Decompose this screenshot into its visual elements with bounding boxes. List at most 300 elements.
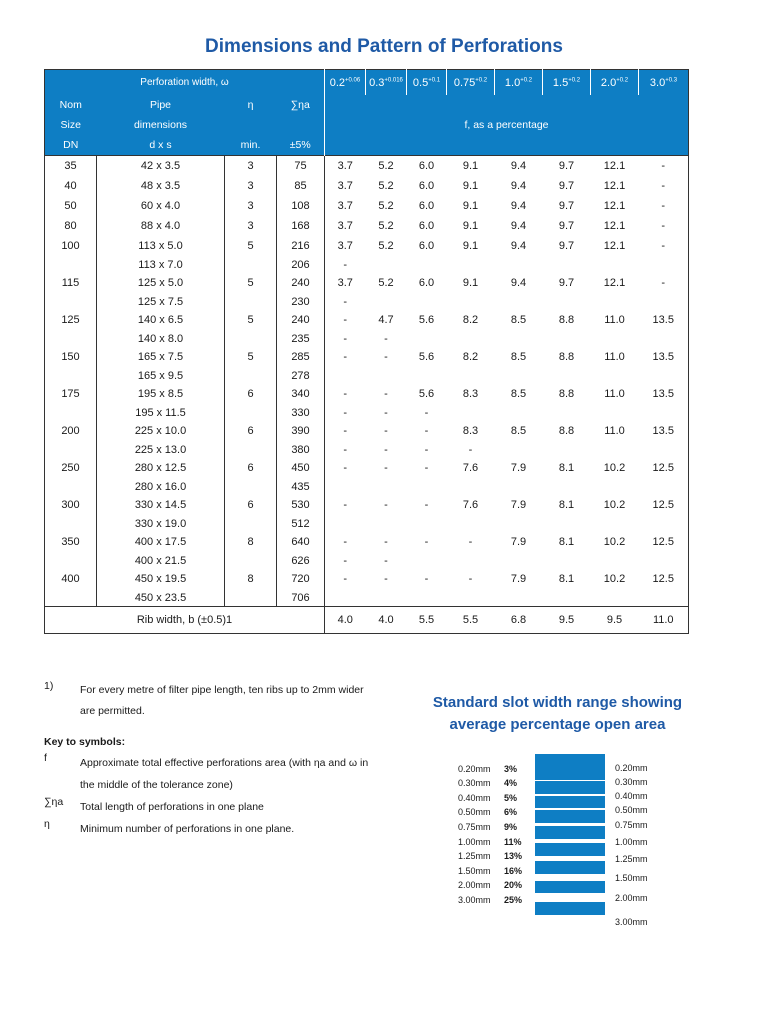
- f-cell: 8.5: [510, 388, 527, 400]
- f-cell: 13.5: [652, 351, 674, 363]
- f-cell: [495, 515, 543, 532]
- slot-left-label: [458, 807, 518, 817]
- f-cell: [543, 367, 591, 384]
- eta-cell: 6: [225, 384, 277, 404]
- f-cell: [325, 478, 366, 495]
- dn-cell: [45, 330, 97, 347]
- sum-cell: 278: [277, 367, 325, 384]
- f-cell: 9.4: [510, 220, 527, 232]
- f-cell: 6.0: [418, 180, 435, 192]
- f-cell: -: [384, 499, 388, 511]
- sum-cell: 530: [277, 495, 325, 515]
- f-cell: -: [384, 573, 388, 585]
- f-cell: -: [468, 536, 473, 548]
- f-cell: [591, 552, 639, 569]
- f-cell: 8.1: [558, 499, 575, 511]
- width-tolerance: +0.2: [520, 76, 533, 83]
- sum-cell: 380: [277, 441, 325, 458]
- f-cell: [591, 293, 639, 310]
- key-symbol: ∑ηa: [44, 796, 64, 808]
- f-cell: -: [424, 536, 429, 548]
- eta-cell: 5: [225, 347, 277, 367]
- f-cell: 8.2: [462, 351, 479, 363]
- f-cell: 5.2: [378, 180, 394, 192]
- f-cell: [407, 367, 447, 384]
- perforation-table: [44, 69, 689, 634]
- sum-cell: 108: [277, 196, 325, 216]
- slot-percent: 5%: [504, 793, 518, 803]
- f-cell: [543, 589, 591, 607]
- slot-bar: [535, 767, 605, 780]
- dn-cell: [45, 293, 97, 310]
- dn-cell: 35: [45, 156, 97, 177]
- width-header-5: [543, 70, 591, 96]
- sum-cell: 706: [277, 589, 325, 607]
- f-cell: -: [468, 443, 473, 456]
- f-cell: [495, 293, 543, 310]
- f-cell: 9.1: [462, 220, 479, 232]
- table-row: [45, 495, 689, 515]
- f-cell: -: [384, 406, 388, 419]
- width-tolerance: +0.2: [568, 76, 581, 83]
- pipe-cell: 195 x 8.5: [97, 384, 225, 404]
- f-cell: 8.5: [510, 314, 527, 326]
- width-tolerance: +0.2: [616, 76, 629, 83]
- f-cell: [447, 515, 495, 532]
- table-row: [45, 156, 689, 177]
- dn-cell: [45, 515, 97, 532]
- f-cell: 12.1: [603, 200, 626, 212]
- table-row: [45, 569, 689, 589]
- f-cell: 9.4: [510, 200, 527, 212]
- f-cell: 8.1: [558, 573, 575, 585]
- eta-cell: 8: [225, 569, 277, 589]
- width-value: 0.75: [453, 76, 476, 89]
- dn-cell: [45, 367, 97, 384]
- f-cell: [639, 256, 689, 273]
- pipe-cell: 88 x 4.0: [97, 216, 225, 236]
- f-cell: 8.5: [510, 425, 527, 437]
- f-cell: 9.7: [558, 240, 575, 252]
- f-cell: [591, 330, 639, 347]
- f-cell: [591, 441, 639, 458]
- f-cell: 13.5: [652, 425, 674, 437]
- sum-cell: 235: [277, 330, 325, 347]
- width-value: 3.0: [649, 76, 666, 89]
- dn-cell: 125: [45, 310, 97, 330]
- f-cell: [366, 256, 407, 273]
- f-cell: [591, 589, 639, 607]
- f-cell: -: [343, 425, 348, 437]
- slot-left-label: [458, 764, 518, 774]
- slot-bar: [535, 754, 605, 767]
- f-cell: [543, 441, 591, 458]
- slot-bar: [535, 902, 605, 915]
- f-cell: 12.1: [603, 220, 626, 232]
- table-row: [45, 458, 689, 478]
- dn-cell: [45, 552, 97, 569]
- f-cell: -: [424, 573, 429, 585]
- f-cell: [495, 552, 543, 569]
- f-cell: -: [384, 443, 388, 456]
- f-cell: 9.1: [462, 200, 479, 212]
- dn-cell: 40: [45, 176, 97, 196]
- f-cell: [591, 478, 639, 495]
- sum-cell: 230: [277, 293, 325, 310]
- f-cell: 8.8: [558, 388, 575, 400]
- f-cell: 3.7: [337, 180, 353, 192]
- table-row: [45, 421, 689, 441]
- pipe-cell: 280 x 12.5: [97, 458, 225, 478]
- f-cell: [407, 293, 447, 310]
- f-cell: [639, 515, 689, 532]
- sum-cell: 435: [277, 478, 325, 495]
- table-row: [45, 478, 689, 495]
- f-cell: 8.3: [462, 425, 479, 437]
- f-cell: 9.4: [510, 277, 527, 289]
- width-value: 0.5: [412, 76, 429, 89]
- width-header-1: [366, 70, 407, 96]
- sum-cell: 216: [277, 236, 325, 256]
- slot-size: 1.50mm: [458, 866, 491, 876]
- eta-cell: [225, 293, 277, 310]
- f-cell: [407, 515, 447, 532]
- key-symbol: f: [44, 752, 47, 764]
- sum-cell: 450: [277, 458, 325, 478]
- table-row: [45, 404, 689, 421]
- slot-percent: 20%: [504, 880, 523, 890]
- slot-percent: 3%: [504, 764, 518, 774]
- f-cell: 7.6: [462, 499, 479, 511]
- slot-size: 0.40mm: [458, 793, 491, 803]
- pipe-cell: 125 x 7.5: [97, 293, 225, 310]
- slot-bar: [535, 781, 605, 794]
- table-row: [45, 293, 689, 310]
- table-row: [45, 515, 689, 532]
- rib-value: 6.8: [510, 614, 527, 626]
- sum-cell: 330: [277, 404, 325, 421]
- width-value: 2.0: [600, 76, 617, 89]
- sum-cell: 168: [277, 216, 325, 236]
- dn-cell: 100: [45, 236, 97, 256]
- f-cell: 9.1: [462, 240, 479, 252]
- f-cell: 8.8: [558, 425, 575, 437]
- f-cell: [447, 367, 495, 384]
- dn-cell: [45, 589, 97, 607]
- f-cell: -: [343, 499, 348, 511]
- f-cell: [407, 478, 447, 495]
- pipe-cell: 330 x 19.0: [97, 515, 225, 532]
- footnote-text: For every metre of filter pipe length, ten ribs up to 2mm wider are permitted.: [80, 684, 364, 717]
- f-cell: 9.1: [447, 156, 495, 177]
- dn-cell: 115: [45, 273, 97, 293]
- sum-cell: 240: [277, 310, 325, 330]
- pipe-cell: 113 x 7.0: [97, 256, 225, 273]
- f-cell: 9.4: [495, 156, 543, 177]
- f-cell: -: [639, 156, 689, 177]
- col-sum-3: ±5%: [277, 135, 325, 156]
- f-cell: 10.2: [603, 536, 626, 548]
- col-pipe-1: Pipe: [97, 95, 225, 115]
- col-eta-1: η: [225, 95, 277, 115]
- f-cell: 6.0: [407, 156, 447, 177]
- f-cell: [591, 256, 639, 273]
- f-cell: 11.0: [604, 388, 625, 400]
- rib-value: 9.5: [606, 614, 623, 626]
- slot-size: 0.20mm: [458, 764, 491, 774]
- width-header-6: [591, 70, 639, 96]
- pipe-cell: 42 x 3.5: [97, 156, 225, 177]
- f-cell: -: [661, 277, 666, 289]
- eta-cell: 6: [225, 495, 277, 515]
- eta-cell: [225, 256, 277, 273]
- pipe-cell: 165 x 9.5: [97, 367, 225, 384]
- f-cell: [447, 404, 495, 421]
- f-cell: [407, 256, 447, 273]
- sum-cell: 206: [277, 256, 325, 273]
- slot-right-label: 1.50mm: [615, 873, 648, 884]
- f-cell: 6.0: [418, 277, 435, 289]
- f-cell: 5.2: [366, 156, 407, 177]
- f-cell: [495, 367, 543, 384]
- eta-cell: 3: [225, 216, 277, 236]
- f-cell: [325, 367, 366, 384]
- width-header-3: [447, 70, 495, 96]
- page-title: Dimensions and Pattern of Perforations: [205, 36, 563, 57]
- eta-cell: [225, 367, 277, 384]
- f-cell: -: [424, 425, 429, 437]
- f-cell: 4.7: [378, 314, 394, 326]
- f-cell: -: [343, 295, 348, 308]
- slot-size: 0.30mm: [458, 778, 491, 788]
- f-cell: [639, 478, 689, 495]
- f-cell: 9.1: [462, 277, 479, 289]
- slot-right-label: 0.75mm: [615, 820, 648, 831]
- sum-cell: 285: [277, 347, 325, 367]
- pipe-cell: 140 x 8.0: [97, 330, 225, 347]
- f-cell: 9.7: [543, 156, 591, 177]
- slot-right-label: 1.00mm: [615, 836, 648, 847]
- f-cell: [495, 478, 543, 495]
- f-cell: -: [343, 406, 348, 419]
- slot-title: [405, 692, 710, 736]
- table-row: [45, 552, 689, 569]
- f-cell: [447, 552, 495, 569]
- f-cell: [495, 404, 543, 421]
- dn-cell: [45, 256, 97, 273]
- col-nom-2: Size: [45, 115, 97, 135]
- width-tolerance: +0.3: [665, 76, 678, 83]
- sum-cell: 240: [277, 273, 325, 293]
- f-cell: 9.7: [558, 200, 575, 212]
- slot-left-label: [458, 793, 518, 803]
- pipe-cell: 400 x 21.5: [97, 552, 225, 569]
- table-row: [45, 589, 689, 607]
- f-cell: [447, 293, 495, 310]
- eta-cell: [225, 441, 277, 458]
- f-cell: -: [384, 462, 388, 474]
- rib-row: [45, 607, 689, 634]
- dn-cell: 50: [45, 196, 97, 216]
- f-cell: 9.7: [558, 277, 575, 289]
- f-cell: [447, 589, 495, 607]
- sum-cell: 340: [277, 384, 325, 404]
- f-cell: 7.9: [510, 462, 527, 474]
- slot-percent: 9%: [504, 822, 518, 832]
- f-cell: [495, 441, 543, 458]
- f-cell: [543, 515, 591, 532]
- f-cell: -: [424, 443, 429, 456]
- column-header-row: [45, 95, 689, 115]
- f-cell: [639, 293, 689, 310]
- f-cell: -: [343, 388, 348, 400]
- f-cell: [543, 330, 591, 347]
- f-cell: [543, 293, 591, 310]
- f-cell: -: [424, 499, 429, 511]
- width-tolerance: +0.016: [384, 76, 403, 83]
- dn-cell: 150: [45, 347, 97, 367]
- f-cell: [366, 589, 407, 607]
- f-cell: 10.2: [603, 499, 626, 511]
- width-tolerance: +0.1: [428, 76, 441, 83]
- table-row: [45, 367, 689, 384]
- f-cell: 8.2: [462, 314, 479, 326]
- sum-cell: 626: [277, 552, 325, 569]
- f-cell: 5.2: [378, 277, 394, 289]
- eta-cell: 5: [225, 273, 277, 293]
- slot-size: 1.00mm: [458, 837, 491, 847]
- pipe-cell: 60 x 4.0: [97, 196, 225, 216]
- pipe-cell: 125 x 5.0: [97, 273, 225, 293]
- table-row: [45, 196, 689, 216]
- slot-percent: 13%: [504, 851, 523, 861]
- eta-cell: [225, 589, 277, 607]
- width-tolerance: +0.06: [345, 76, 361, 83]
- table-row: [45, 256, 689, 273]
- f-cell: -: [661, 240, 666, 252]
- slot-size: 1.25mm: [458, 851, 491, 861]
- f-cell: -: [661, 220, 666, 232]
- f-cell: 6.0: [418, 200, 435, 212]
- f-cell: [543, 478, 591, 495]
- slot-title-line-2: average percentage open area: [449, 716, 666, 733]
- f-cell: -: [343, 314, 348, 326]
- f-cell: [591, 515, 639, 532]
- perforation-width-label: Perforation width, ω: [45, 70, 325, 96]
- pipe-cell: 330 x 14.5: [97, 495, 225, 515]
- f-cell: [407, 330, 447, 347]
- eta-cell: 6: [225, 458, 277, 478]
- slot-left-label: [458, 778, 518, 788]
- slot-right-label: 0.30mm: [615, 776, 648, 787]
- eta-cell: [225, 478, 277, 495]
- f-cell: -: [661, 180, 666, 192]
- f-cell: 11.0: [604, 351, 625, 363]
- f-cell: -: [384, 425, 388, 437]
- f-cell: 12.5: [652, 499, 674, 511]
- eta-cell: 6: [225, 421, 277, 441]
- f-cell: -: [424, 462, 429, 474]
- f-cell: [407, 552, 447, 569]
- slot-left-label: [458, 895, 523, 905]
- sum-cell: 512: [277, 515, 325, 532]
- f-cell: 8.1: [558, 462, 575, 474]
- table-row: [45, 236, 689, 256]
- f-label: f, as a percentage: [325, 95, 689, 156]
- f-cell: 10.2: [603, 462, 626, 474]
- key-text: Total length of perforations in one plane: [80, 801, 264, 813]
- slot-bar: [535, 810, 605, 823]
- key-heading: Key to symbols:: [44, 736, 126, 748]
- f-cell: 5.6: [418, 314, 435, 326]
- f-cell: 10.2: [603, 573, 626, 585]
- eta-cell: [225, 552, 277, 569]
- table-row: [45, 532, 689, 552]
- pipe-cell: 225 x 13.0: [97, 441, 225, 458]
- f-cell: [543, 552, 591, 569]
- pipe-cell: 280 x 16.0: [97, 478, 225, 495]
- pipe-cell: 48 x 3.5: [97, 176, 225, 196]
- rib-value: 11.0: [652, 614, 674, 626]
- table-row: [45, 176, 689, 196]
- f-cell: -: [384, 554, 388, 567]
- f-cell: -: [343, 351, 348, 363]
- eta-cell: 3: [225, 176, 277, 196]
- sum-cell: 720: [277, 569, 325, 589]
- dn-cell: 175: [45, 384, 97, 404]
- slot-percent: 25%: [504, 895, 523, 905]
- table-row: [45, 384, 689, 404]
- col-nom-1: Nom: [45, 95, 97, 115]
- slot-size: 0.50mm: [458, 807, 491, 817]
- slot-size: 0.75mm: [458, 822, 491, 832]
- slot-left-label: [458, 837, 522, 847]
- slot-bar: [535, 843, 605, 856]
- f-cell: 7.9: [510, 536, 527, 548]
- f-cell: 5.6: [418, 351, 435, 363]
- table-row: [45, 330, 689, 347]
- f-cell: 5.2: [378, 240, 394, 252]
- sum-cell: 75: [277, 156, 325, 177]
- rib-value: 4.0: [378, 614, 394, 626]
- pipe-cell: 195 x 11.5: [97, 404, 225, 421]
- f-cell: -: [343, 554, 348, 567]
- rib-value: 9.5: [558, 614, 575, 626]
- slot-bar: [535, 796, 605, 809]
- f-cell: 3.7: [337, 220, 353, 232]
- pipe-cell: 450 x 23.5: [97, 589, 225, 607]
- f-cell: 9.4: [510, 180, 527, 192]
- f-cell: [591, 367, 639, 384]
- f-cell: 9.7: [558, 220, 575, 232]
- f-cell: [543, 404, 591, 421]
- f-cell: [366, 293, 407, 310]
- col-eta-3: min.: [225, 135, 277, 156]
- f-cell: -: [384, 536, 388, 548]
- eta-cell: 5: [225, 236, 277, 256]
- f-cell: 7.9: [510, 573, 527, 585]
- f-cell: [543, 256, 591, 273]
- f-cell: -: [468, 573, 473, 585]
- slot-bar: [535, 861, 605, 874]
- key-text: Minimum number of perforations in one plane.: [80, 823, 295, 835]
- dn-cell: 200: [45, 421, 97, 441]
- f-cell: 5.2: [378, 200, 394, 212]
- col-sum-1: ∑ηa: [277, 95, 325, 115]
- slot-right-label: 0.40mm: [615, 790, 648, 801]
- pipe-cell: 400 x 17.5: [97, 532, 225, 552]
- pipe-cell: 225 x 10.0: [97, 421, 225, 441]
